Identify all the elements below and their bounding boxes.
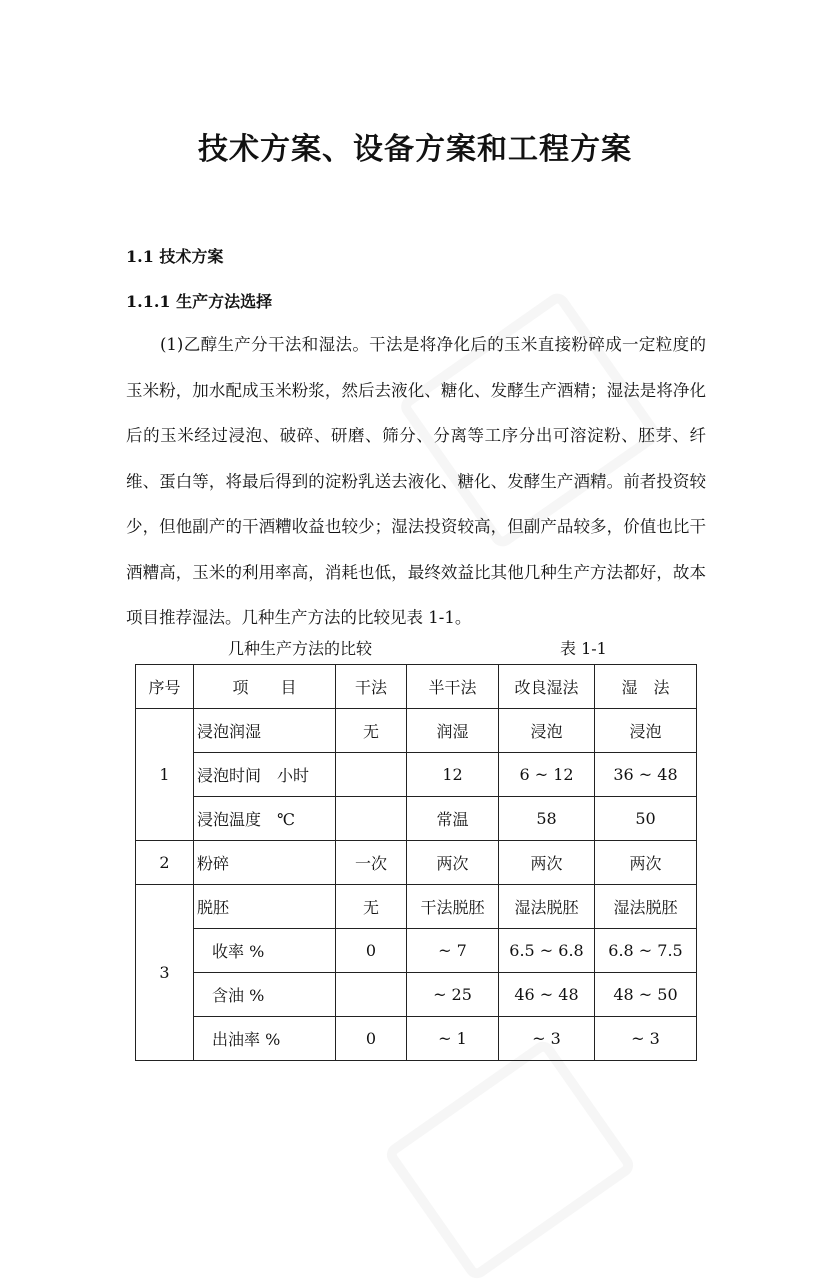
table-caption <box>0 636 830 660</box>
item-cell: 浸泡时间 小时 <box>194 753 336 797</box>
value-cell: 湿法脱胚 <box>595 885 697 929</box>
item-cell: 出油率 % <box>194 1017 336 1061</box>
value-cell: 0 <box>336 929 407 973</box>
value-cell: ~ 3 <box>595 1017 697 1061</box>
header-cell: 改良湿法 <box>499 665 595 709</box>
value-cell: 36 ~ 48 <box>595 753 697 797</box>
table-row <box>136 929 697 973</box>
value-cell: 无 <box>336 709 407 753</box>
value-cell: 干法脱胚 <box>407 885 499 929</box>
value-cell: 6 ~ 12 <box>499 753 595 797</box>
group-index-cell: 1 <box>136 709 194 841</box>
value-cell <box>336 973 407 1017</box>
value-cell: 浸泡 <box>499 709 595 753</box>
group-index-cell: 2 <box>136 841 194 885</box>
subsection-heading: 1.1.1 生产方法选择 <box>126 292 273 311</box>
value-cell: ~ 1 <box>407 1017 499 1061</box>
value-cell: 48 ~ 50 <box>595 973 697 1017</box>
table-header-row <box>136 665 697 709</box>
item-cell: 浸泡温度 ℃ <box>194 797 336 841</box>
header-cell: 半干法 <box>407 665 499 709</box>
value-cell: 润湿 <box>407 709 499 753</box>
paragraph-text: (1)乙醇生产分干法和湿法。干法是将净化后的玉米直接粉碎成一定粒度的玉米粉，加水配成玉米粉浆，然后去液化、糖化、发酵生产酒精；湿法是将净化后的玉米经过浸泡、破碎、研磨、筛分、分离等工序分出可溶淀粉、胚芽、纤维、蛋白等，将最后得到的淀粉乳送去液化、糖化、发酵生产酒精。前者投资较少，但他副产的干酒糟收益也较少；湿法投资较高，但副产品较多，价值也比干酒糟高，玉米的利用率高，消耗也低，最终效益比其他几种生产方法都好，故本项目推荐湿法。几种生产方法的比较见表 1-1。 <box>126 335 706 627</box>
value-cell: 两次 <box>407 841 499 885</box>
table-row <box>136 753 697 797</box>
value-cell <box>336 797 407 841</box>
value-cell: 46 ~ 48 <box>499 973 595 1017</box>
value-cell: 湿法脱胚 <box>499 885 595 929</box>
header-cell: 湿 法 <box>595 665 697 709</box>
table-row <box>136 1017 697 1061</box>
table-row <box>136 973 697 1017</box>
watermark-mark <box>382 1037 638 1283</box>
table-number: 表 1-1 <box>560 639 607 658</box>
item-cell: 粉碎 <box>194 841 336 885</box>
value-cell: 50 <box>595 797 697 841</box>
value-cell <box>336 753 407 797</box>
value-cell: 58 <box>499 797 595 841</box>
body-paragraph <box>126 322 706 641</box>
value-cell: 12 <box>407 753 499 797</box>
table-row <box>136 709 697 753</box>
table-row <box>136 885 697 929</box>
value-cell: 无 <box>336 885 407 929</box>
value-cell: ~ 3 <box>499 1017 595 1061</box>
value-cell: 一次 <box>336 841 407 885</box>
value-cell: 0 <box>336 1017 407 1061</box>
item-cell: 脱胚 <box>194 885 336 929</box>
header-cell: 项 目 <box>194 665 336 709</box>
page-title: 技术方案、设备方案和工程方案 <box>198 132 632 167</box>
table-row <box>136 797 697 841</box>
value-cell: 两次 <box>595 841 697 885</box>
table-row <box>136 841 697 885</box>
group-index-cell: 3 <box>136 885 194 1061</box>
value-cell: 两次 <box>499 841 595 885</box>
value-cell: 浸泡 <box>595 709 697 753</box>
value-cell: 常温 <box>407 797 499 841</box>
table-caption-title: 几种生产方法的比较 <box>228 639 373 658</box>
item-cell: 浸泡润湿 <box>194 709 336 753</box>
section-heading: 1.1 技术方案 <box>126 247 224 266</box>
value-cell: 6.8 ~ 7.5 <box>595 929 697 973</box>
item-cell: 含油 % <box>194 973 336 1017</box>
value-cell: ~ 7 <box>407 929 499 973</box>
header-cell: 序号 <box>136 665 194 709</box>
comparison-table <box>135 664 697 1061</box>
value-cell: 6.5 ~ 6.8 <box>499 929 595 973</box>
value-cell: ~ 25 <box>407 973 499 1017</box>
header-cell: 干法 <box>336 665 407 709</box>
item-cell: 收率 % <box>194 929 336 973</box>
